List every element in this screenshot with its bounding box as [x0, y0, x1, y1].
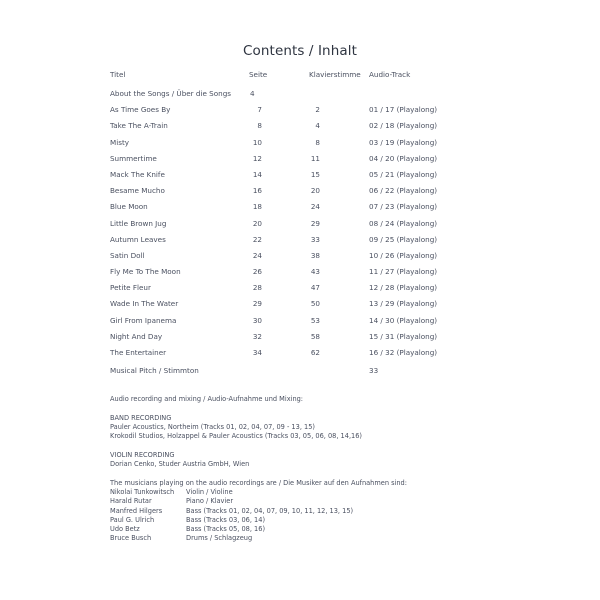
- row-piano: 2: [315, 105, 320, 115]
- row-piano: 53: [310, 315, 320, 325]
- row-piano: 50: [310, 299, 320, 309]
- row-piano: 4: [315, 121, 320, 131]
- musician-name: Bruce Busch: [110, 534, 152, 543]
- table-row: [110, 170, 490, 186]
- table-row: [110, 154, 490, 170]
- row-track: 14 / 30 (Playalong): [369, 315, 438, 325]
- musician-row: [110, 534, 530, 543]
- table-row: [110, 332, 490, 348]
- row-piano: 38: [310, 250, 320, 260]
- row-piano: 33: [310, 234, 320, 244]
- table-row-pitch: [110, 366, 490, 382]
- row-page: 26: [252, 267, 262, 277]
- musician-role: Bass (Tracks 05, 08, 16): [186, 525, 266, 534]
- row-piano: 11: [310, 153, 320, 163]
- musician-role: Piano / Klavier: [186, 497, 234, 506]
- row-track: 07 / 23 (Playalong): [369, 202, 438, 212]
- page-title: Contents / Inhalt: [243, 43, 357, 59]
- row-track: 11 / 27 (Playalong): [369, 267, 438, 277]
- table-row: [110, 299, 490, 315]
- row-page: 29: [252, 299, 262, 309]
- row-piano: 62: [310, 348, 320, 357]
- row-title: As Time Goes By: [110, 105, 171, 115]
- musician-name: Nikolai Tunkowitsch: [110, 487, 175, 496]
- table-row: [110, 138, 490, 154]
- row-page: 32: [252, 331, 262, 341]
- row-title: Take The A-Train: [110, 121, 168, 131]
- musician-role: Bass (Tracks 01, 02, 04, 07, 09, 10, 11, 12, 13, 15): [186, 506, 354, 515]
- table-row: [110, 316, 490, 332]
- row-piano: 47: [310, 283, 320, 293]
- row-page: 24: [252, 250, 262, 260]
- header-page: Seite: [249, 70, 268, 79]
- credits-intro: Audio recording and mixing / Audio-Aufnahme und Mixing:: [110, 395, 304, 403]
- row-piano: 20: [310, 186, 320, 196]
- row-track: 33: [369, 366, 379, 376]
- table-row: [110, 105, 490, 121]
- table-row: [110, 348, 490, 364]
- row-title: Satin Doll: [110, 250, 145, 260]
- row-title: Misty: [110, 137, 130, 147]
- row-page: 4: [250, 89, 255, 98]
- row-piano: 8: [315, 137, 320, 147]
- row-title: Petite Fleur: [110, 283, 151, 293]
- musician-row: [110, 507, 530, 516]
- row-page: 14: [252, 169, 262, 179]
- row-page: 16: [252, 186, 262, 196]
- row-piano: 24: [310, 202, 320, 212]
- row-title: Besame Mucho: [110, 186, 165, 196]
- musician-role: Violin / Violine: [186, 487, 233, 496]
- credits-section: [110, 395, 530, 544]
- musician-row: [110, 516, 530, 525]
- row-track: 16 / 32 (Playalong): [369, 348, 438, 357]
- row-title: Mack The Knife: [110, 169, 165, 179]
- musician-row: [110, 497, 530, 506]
- row-page: 30: [252, 315, 262, 325]
- row-track: 15 / 31 (Playalong): [369, 331, 438, 341]
- contents-table: [110, 70, 490, 382]
- table-row: [110, 267, 490, 283]
- row-piano: 58: [310, 331, 320, 341]
- musicians-intro: The musicians playing on the audio recordings are / Die Musiker auf den Aufnahmen sind:: [110, 478, 407, 487]
- row-title: Wade In The Water: [110, 299, 179, 309]
- band-heading: BAND RECORDING: [110, 413, 172, 422]
- musician-row: [110, 525, 530, 534]
- violin-heading: VIOLIN RECORDING: [110, 450, 175, 459]
- header-title: Titel: [110, 70, 126, 79]
- row-track: 04 / 20 (Playalong): [369, 153, 438, 163]
- row-page: 7: [257, 105, 262, 115]
- table-row: [110, 121, 490, 137]
- musician-row: [110, 488, 530, 497]
- row-piano: 43: [310, 267, 320, 277]
- table-row: [110, 251, 490, 267]
- row-page: 20: [252, 218, 262, 228]
- row-title: Blue Moon: [110, 202, 148, 212]
- table-row: [110, 202, 490, 218]
- band-line: Pauler Acoustics, Northeim (Tracks 01, 02, 04, 07, 09 - 13, 15): [110, 422, 315, 431]
- header-track: Audio-Track: [369, 70, 411, 79]
- row-track: 03 / 19 (Playalong): [369, 137, 438, 147]
- row-track: 10 / 26 (Playalong): [369, 250, 438, 260]
- row-title: Summertime: [110, 153, 157, 163]
- row-title: Musical Pitch / Stimmton: [110, 366, 199, 376]
- row-track: 08 / 24 (Playalong): [369, 218, 438, 228]
- row-page: 8: [257, 121, 262, 131]
- table-row: [110, 186, 490, 202]
- row-page: 22: [252, 234, 262, 244]
- row-page: 28: [252, 283, 262, 293]
- musician-name: Manfred Hilgers: [110, 506, 163, 515]
- row-page: 18: [252, 202, 262, 212]
- musician-role: Drums / Schlagzeug: [186, 534, 253, 543]
- row-title: Little Brown Jug: [110, 218, 167, 228]
- table-row: [110, 219, 490, 235]
- table-header: [110, 70, 490, 89]
- row-track: 01 / 17 (Playalong): [369, 105, 438, 115]
- row-title: Night And Day: [110, 331, 163, 341]
- band-line: Krokodil Studios, Holzappel & Pauler Acoustics (Tracks 03, 05, 06, 08, 14,16): [110, 432, 363, 441]
- header-piano: Klavierstimme: [309, 70, 361, 79]
- row-page: 10: [252, 137, 262, 147]
- row-track: 13 / 29 (Playalong): [369, 299, 438, 309]
- musician-name: Paul G. Ulrich: [110, 515, 155, 524]
- table-row-about: [110, 89, 490, 105]
- musician-name: Udo Betz: [110, 525, 140, 534]
- row-piano: 15: [310, 169, 320, 179]
- row-title: Fly Me To The Moon: [110, 267, 181, 277]
- row-track: 09 / 25 (Playalong): [369, 234, 438, 244]
- row-track: 06 / 22 (Playalong): [369, 186, 438, 196]
- row-page: 12: [252, 153, 262, 163]
- row-piano: 29: [310, 218, 320, 228]
- row-track: 12 / 28 (Playalong): [369, 283, 438, 293]
- row-title: Autumn Leaves: [110, 234, 166, 244]
- musician-name: Harald Rutar: [110, 497, 152, 506]
- row-track: 05 / 21 (Playalong): [369, 169, 438, 179]
- row-title: About the Songs / Über die Songs: [110, 89, 232, 98]
- table-row: [110, 283, 490, 299]
- row-title: Girl From Ipanema: [110, 315, 177, 325]
- row-title: The Entertainer: [110, 348, 167, 357]
- row-track: 02 / 18 (Playalong): [369, 121, 438, 131]
- table-row: [110, 235, 490, 251]
- musician-role: Bass (Tracks 03, 06, 14): [186, 515, 266, 524]
- violin-line: Dorian Cenko, Studer Austria GmbH, Wien: [110, 460, 250, 469]
- row-page: 34: [252, 348, 262, 357]
